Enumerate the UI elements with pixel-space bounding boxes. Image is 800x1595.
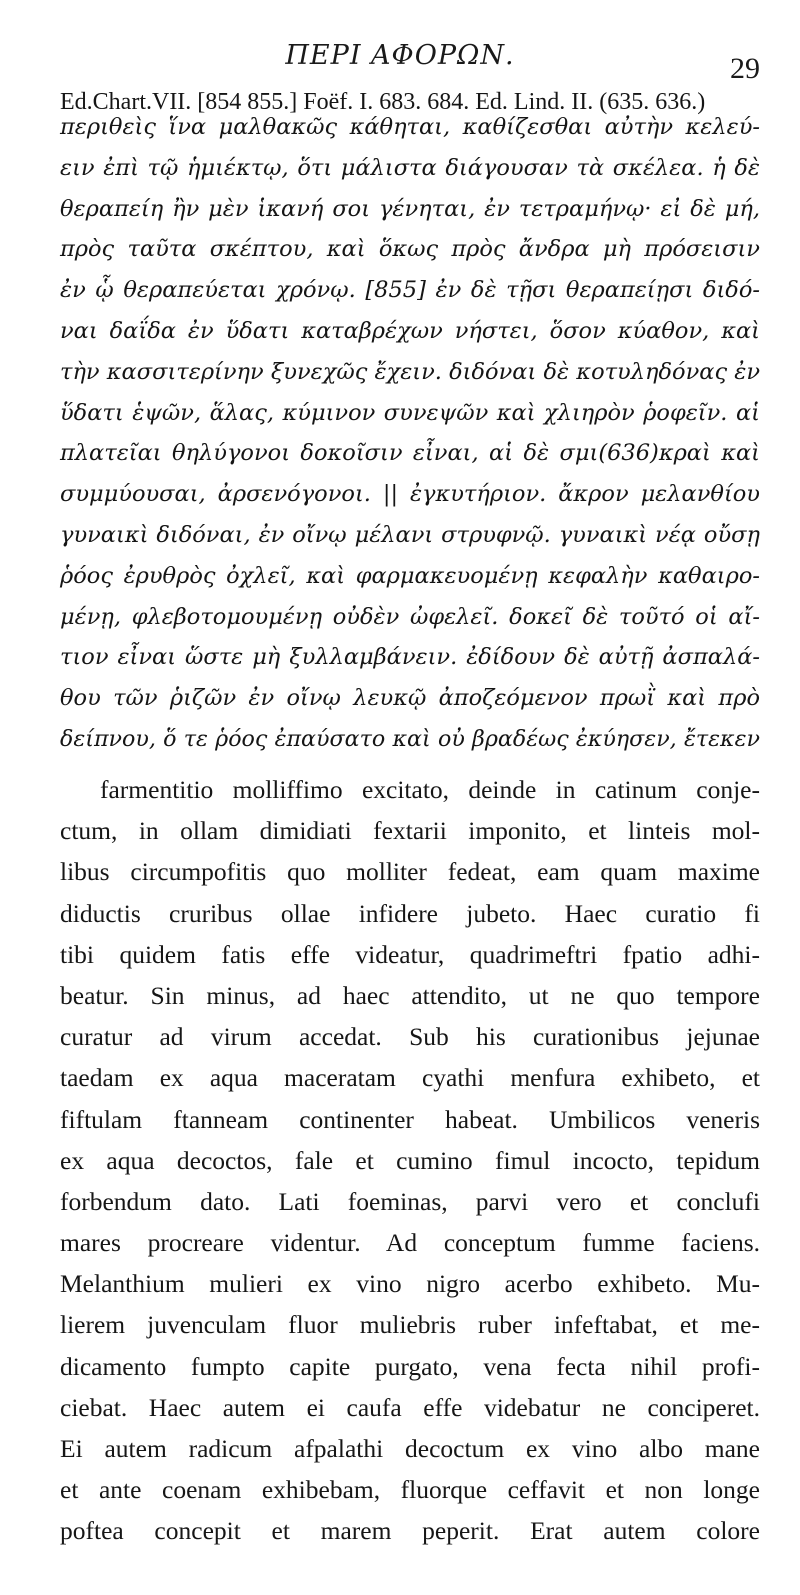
latin-line: curatur ad virum accedat. Sub his curationibus jejunae bbox=[60, 1022, 760, 1052]
latin-line: farmentitio molliffimo excitato, deinde in catinum conje- bbox=[100, 775, 760, 804]
greek-line: πρὸς ταῦτα σκέπτου, καὶ ὅκως πρὸς ἄνδρα μὴ πρόσεισιν bbox=[60, 236, 760, 263]
greek-line: μένῃ, φλεβοτομουμένῃ οὐδὲν ὠφελεῖ. δοκεῖ δὲ τοῦτό οἱ αἴ- bbox=[60, 603, 760, 630]
latin-line: ctum, in ollam dimidiati fextarii imponito, et linteis mol- bbox=[60, 816, 760, 846]
greek-line: ὕδατι ἑψῶν, ἅλας, κύμινον συνεψῶν καὶ χλιηρὸν ῥοφεῖν. αἱ bbox=[60, 399, 760, 426]
greek-line: πλατεῖαι θηλύγονοι δοκοῖσιν εἶναι, αἱ δὲ σμι(636)κραὶ καὶ bbox=[60, 440, 760, 467]
latin-line: dicamento fumpto capite purgato, vena fecta nihil profi- bbox=[60, 1351, 760, 1381]
latin-line: forbendum dato. Lati foeminas, parvi vero et conclufi bbox=[60, 1186, 760, 1216]
latin-line: taedam ex aqua maceratam cyathi menfura exhibeto, et bbox=[60, 1063, 760, 1093]
edition-references: Ed.Chart.VII. [854 855.] Foëf. I. 683. 684. Ed. Lind. II. (635. 636.) bbox=[60, 89, 706, 115]
latin-line: ex aqua decoctos, fale et cumino fimul incocto, tepidum bbox=[60, 1145, 760, 1175]
latin-line: fiftulam ftanneam continenter habeat. Umbilicos veneris bbox=[60, 1104, 760, 1134]
greek-line: γυναικὶ διδόναι, ἐν οἴνῳ μέλανι στρυφνῷ. γυναικὶ νέᾳ οὔσῃ bbox=[60, 521, 760, 548]
greek-line: συμμύουσαι, ἀρσενόγονοι. || ἐγκυτήριον. ἄκρον μελανθίου bbox=[60, 481, 760, 508]
latin-line: lierem juvenculam fluor muliebris ruber infeftabat, et me- bbox=[60, 1310, 760, 1340]
latin-line: tibi quidem fatis effe videatur, quadrimeftri fpatio adhi- bbox=[60, 939, 760, 969]
greek-line: ῥόος ἐρυθρὸς ὀχλεῖ, καὶ φαρμακευομένῃ κεφαλὴν καθαιρο- bbox=[60, 562, 760, 589]
greek-text-block bbox=[60, 107, 760, 760]
greek-line: ἐν ᾧ θεραπεύεται χρόνῳ. [855] ἐν δὲ τῇσι θεραπείῃσι διδό- bbox=[60, 277, 760, 304]
latin-text-block bbox=[60, 769, 760, 1552]
latin-line: beatur. Sin minus, ad haec attendito, ut ne quo tempore bbox=[60, 980, 760, 1010]
greek-line: ειν ἐπὶ τῷ ἡμιέκτῳ, ὅτι μάλιστα διάγουσαν τὰ σκέλεα. ἡ δὲ bbox=[60, 154, 760, 181]
greek-line: θου τῶν ῥιζῶν ἐν οἴνῳ λευκῷ ἀποζεόμενον πρωῒ καὶ πρὸ bbox=[60, 685, 760, 712]
latin-line: ciebat. Haec autem ei caufa effe videbatur ne conciperet. bbox=[60, 1392, 760, 1422]
running-title: ΠΕΡΙ ΑΦΟΡΩΝ. bbox=[285, 40, 515, 71]
greek-line: δείπνου, ὅ τε ῥόος ἐπαύσατο καὶ οὐ βραδέως ἐκύησεν, ἔτεκεν bbox=[60, 725, 760, 752]
greek-line: τιον εἶναι ὥστε μὴ ξυλλαμβάνειν. ἐδίδουν δὲ αὐτῇ ἀσπαλά- bbox=[60, 644, 760, 671]
greek-line: θεραπείη ἢν μὲν ἱκανή σοι γένηται, ἐν τετραμήνῳ· εἰ δὲ μή, bbox=[60, 195, 760, 222]
latin-line: Ei autem radicum afpalathi decoctum ex vino albo mane bbox=[60, 1434, 760, 1463]
latin-line: poftea concepit et marem peperit. Erat autem colore bbox=[60, 1516, 760, 1546]
greek-line: περιθεὶς ἵνα μαλθακῶς κάθηται, καθίζεσθαι αὐτὴν κελεύ- bbox=[60, 114, 760, 140]
latin-line: mares procreare videntur. Ad conceptum fumme faciens. bbox=[60, 1228, 760, 1258]
page-number: 29 bbox=[730, 52, 760, 85]
greek-line: ναι δαΐδα ἐν ὕδατι καταβρέχων νήστει, ὅσον κύαθον, καὶ bbox=[60, 317, 760, 344]
latin-line: diductis cruribus ollae infidere jubeto. Haec curatio fi bbox=[60, 898, 760, 928]
greek-line: τὴν κασσιτερίνην ξυνεχῶς ἔχειν. διδόναι δὲ κοτυληδόνας ἐν bbox=[60, 358, 760, 385]
latin-line: et ante coenam exhibebam, fluorque ceffavit et non longe bbox=[60, 1475, 760, 1505]
latin-line: Melanthium mulieri ex vino nigro acerbo exhibeto. Mu- bbox=[60, 1269, 760, 1299]
latin-line: libus circumpofitis quo molliter fedeat, eam quam maxime bbox=[60, 857, 760, 887]
